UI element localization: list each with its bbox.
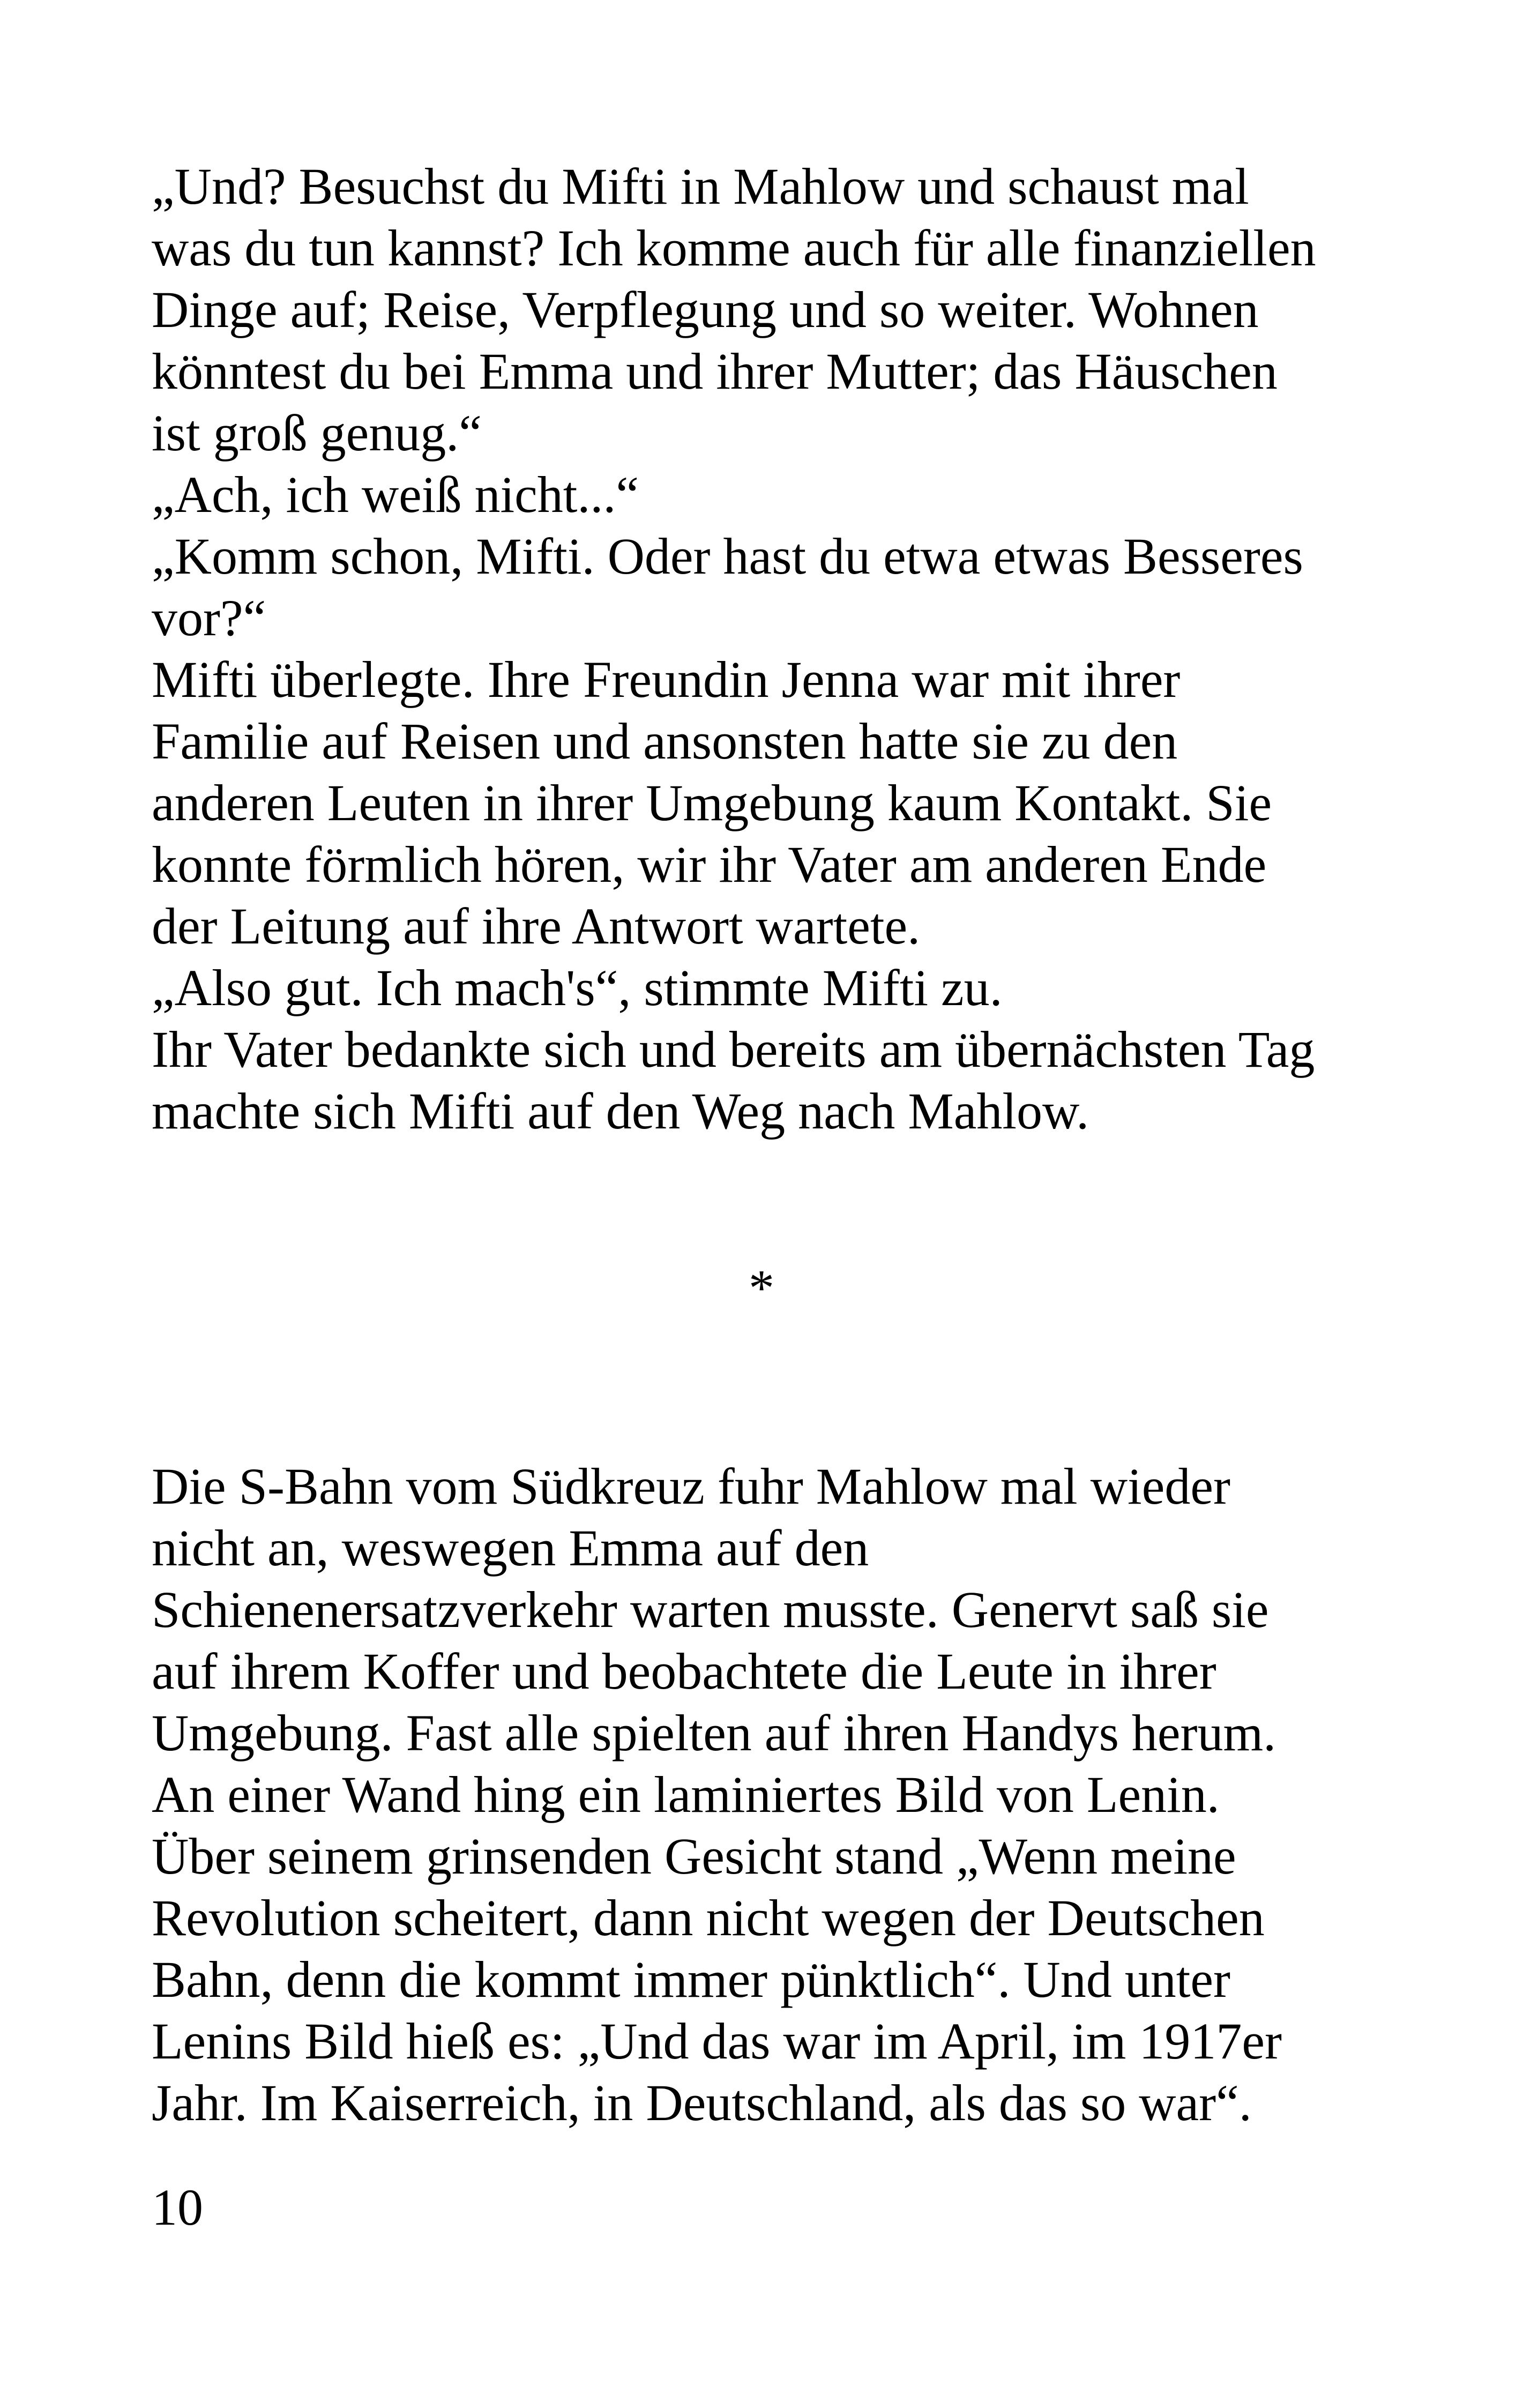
text-line: Über seinem grinsenden Gesicht stand „Wenn meine	[152, 1827, 1236, 1885]
text-line: nicht an, weswegen Emma auf den	[152, 1519, 869, 1577]
text-line: Dinge auf; Reise, Verpflegung und so weiter. Wohnen	[152, 281, 1259, 338]
text-line: „Und? Besuchst du Mifti in Mahlow und schaust mal	[152, 158, 1249, 215]
text-line: konnte förmlich hören, wir ihr Vater am anderen Ende	[152, 836, 1267, 893]
text-line: Bahn, denn die kommt immer pünktlich“. Und unter	[152, 1951, 1230, 2008]
text-line: „Ach, ich weiß nicht...“	[152, 466, 639, 523]
text-line: ist groß genug.“	[152, 404, 482, 462]
text-line: Revolution scheitert, dann nicht wegen der Deutschen	[152, 1889, 1265, 1946]
text-line: Ihr Vater bedankte sich und bereits am übernächsten Tag	[152, 1021, 1315, 1078]
text-line: anderen Leuten in ihrer Umgebung kaum Kontakt. Sie	[152, 774, 1272, 831]
text-line: machte sich Mifti auf den Weg nach Mahlow.	[152, 1082, 1089, 1140]
text-line: „Komm schon, Mifti. Oder hast du etwa etwas Besseres	[152, 527, 1303, 585]
page-number: 10	[152, 2179, 203, 2236]
text-line: könntest du bei Emma und ihrer Mutter; das Häuschen	[152, 343, 1278, 400]
text-line: An einer Wand hing ein laminiertes Bild von Lenin.	[152, 1766, 1220, 1823]
text-line: Lenins Bild hieß es: „Und das war im April, im 1917er	[152, 2012, 1282, 2070]
text-line: Schienenersatzverkehr warten musste. Genervt saß sie	[152, 1581, 1269, 1638]
section-separator: *	[749, 1259, 774, 1317]
text-line: vor?“	[152, 589, 266, 646]
text-line: was du tun kannst? Ich komme auch für alle finanziellen	[152, 219, 1316, 277]
text-line: Familie auf Reisen und ansonsten hatte sie zu den	[152, 712, 1178, 770]
text-line: der Leitung auf ihre Antwort wartete.	[152, 897, 921, 955]
text-line: Umgebung. Fast alle spielten auf ihren Handys herum.	[152, 1704, 1276, 1762]
text-line: „Also gut. Ich mach's“, stimmte Mifti zu.	[152, 959, 1003, 1016]
text-line: Die S-Bahn vom Südkreuz fuhr Mahlow mal wieder	[152, 1458, 1230, 1515]
text-line: auf ihrem Koffer und beobachtete die Leute in ihrer	[152, 1643, 1216, 1700]
text-line: Jahr. Im Kaiserreich, in Deutschland, als das so war“.	[152, 2074, 1252, 2131]
paragraph-block-narrative	[152, 1455, 1406, 2134]
text-line: Mifti überlegte. Ihre Freundin Jenna war mit ihrer	[152, 651, 1181, 708]
paragraph-block-dialogue	[152, 155, 1406, 1142]
